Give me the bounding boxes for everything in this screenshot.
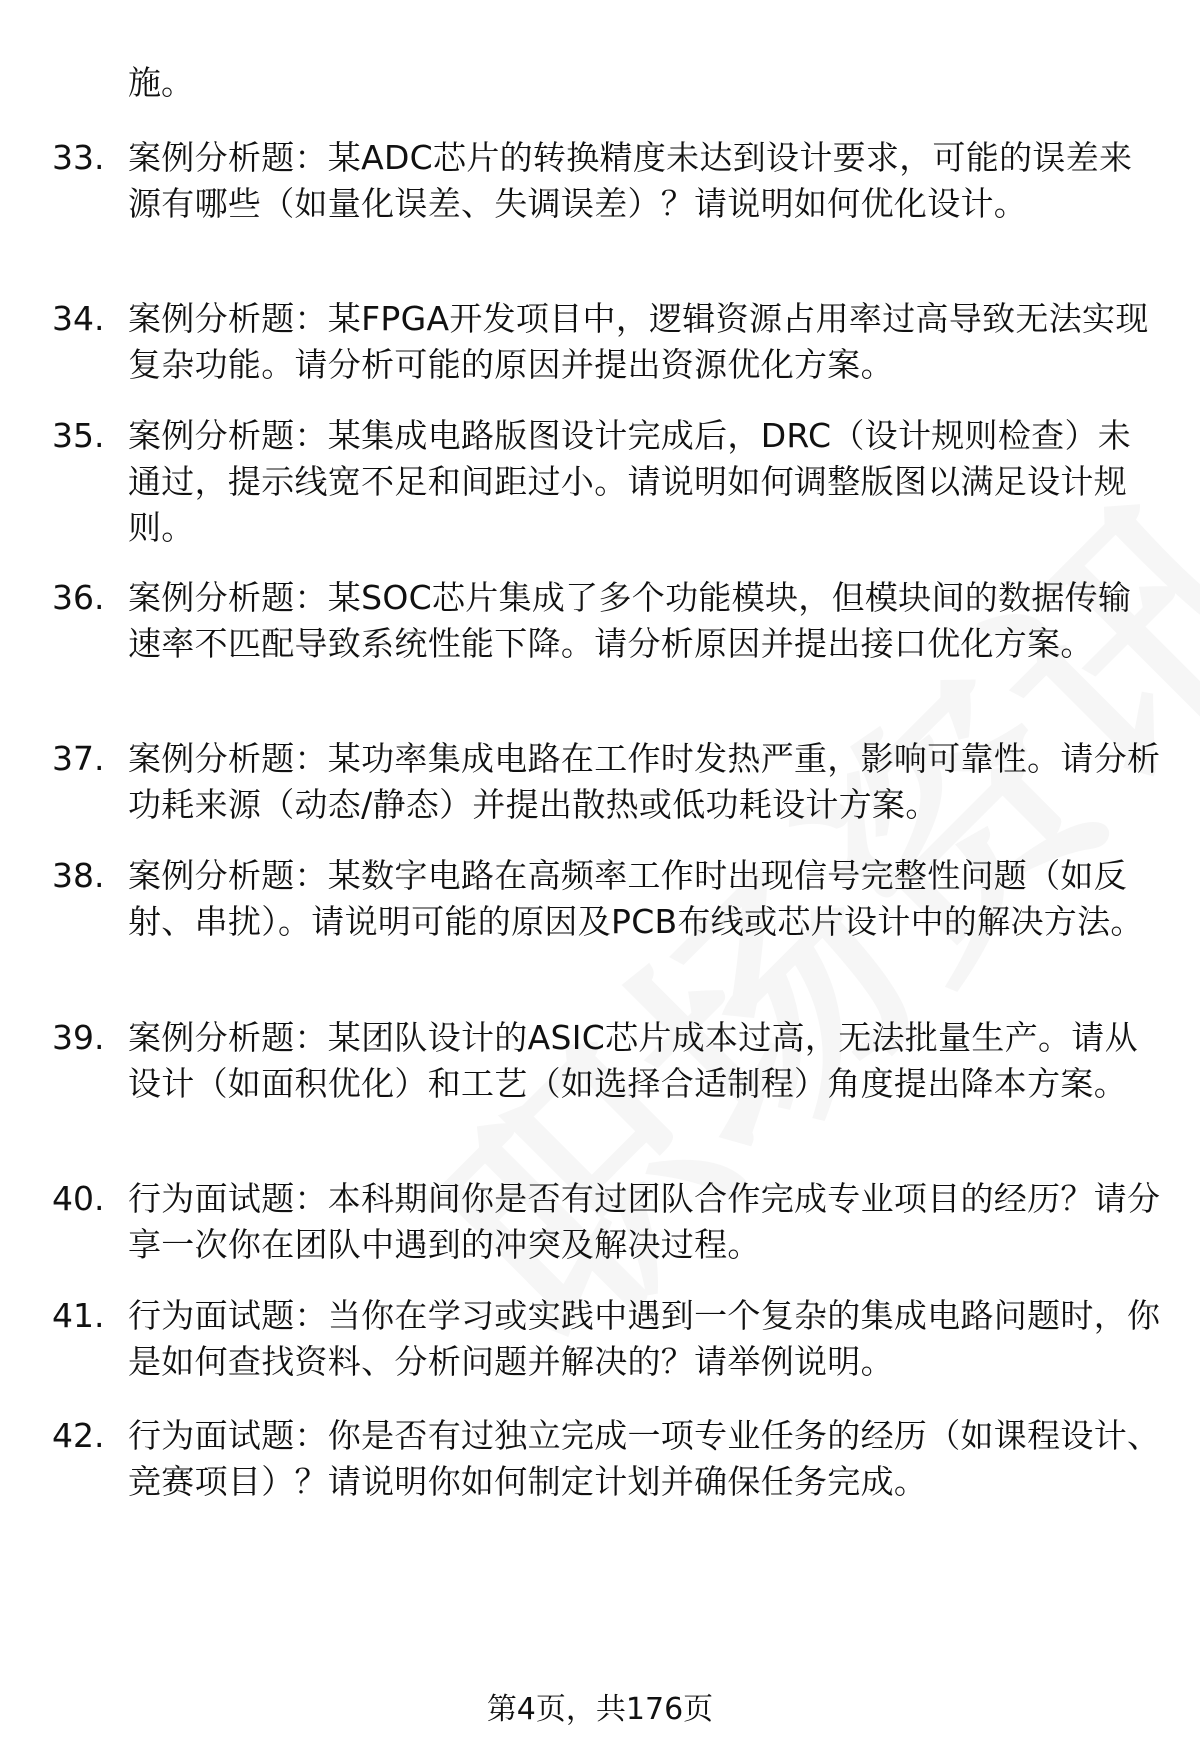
question-number: 33. (52, 138, 105, 177)
question-number: 35. (52, 416, 105, 455)
question-item (52, 736, 1162, 828)
question-number: 34. (52, 299, 105, 338)
question-item (52, 1293, 1162, 1385)
question-text: 案例分析题：某数字电路在高频率工作时出现信号完整性问题（如反射、串扰）。请说明可能的原因及PCB布线或芯片设计中的解决方法。 (128, 856, 1144, 941)
question-text: 案例分析题：某集成电路版图设计完成后，DRC（设计规则检查）未通过，提示线宽不足和间距过小。请说明如何调整版图以满足设计规则。 (128, 416, 1132, 547)
question-item (52, 853, 1162, 945)
question-number: 38. (52, 856, 105, 895)
question-item (52, 1015, 1162, 1107)
question-item (52, 296, 1162, 388)
question-number: 36. (52, 578, 105, 617)
question-text: 案例分析题：某ADC芯片的转换精度未达到设计要求，可能的误差来源有哪些（如量化误差、失调误差）？请说明如何优化设计。 (128, 138, 1133, 223)
question-item (52, 135, 1162, 227)
question-text: 案例分析题：某FPGA开发项目中，逻辑资源占用率过高导致无法实现复杂功能。请分析可能的原因并提出资源优化方案。 (128, 299, 1149, 384)
question-item (52, 413, 1162, 551)
question-number: 41. (52, 1296, 105, 1335)
question-number: 40. (52, 1179, 105, 1218)
page-footer: 第4页，共176页 (486, 1692, 714, 1727)
question-text: 行为面试题：当你在学习或实践中遇到一个复杂的集成电路问题时，你是如何查找资料、分析问题并解决的？请举例说明。 (128, 1296, 1161, 1381)
question-number: 42. (52, 1416, 105, 1455)
continuation-text: 施。 (128, 63, 194, 102)
question-text: 行为面试题：你是否有过独立完成一项专业任务的经历（如课程设计、竞赛项目）？请说明你如何制定计划并确保任务完成。 (128, 1416, 1161, 1501)
question-text: 案例分析题：某功率集成电路在工作时发热严重，影响可靠性。请分析功耗来源（动态/静态）并提出散热或低功耗设计方案。 (128, 739, 1161, 824)
question-item (52, 575, 1162, 667)
question-text: 案例分析题：某SOC芯片集成了多个功能模块，但模块间的数据传输速率不匹配导致系统性能下降。请分析原因并提出接口优化方案。 (128, 578, 1132, 663)
question-text: 案例分析题：某团队设计的ASIC芯片成本过高，无法批量生产。请从设计（如面积优化）和工艺（如选择合适制程）角度提出降本方案。 (128, 1018, 1138, 1103)
question-number: 37. (52, 739, 105, 778)
question-item (52, 1413, 1162, 1505)
question-number: 39. (52, 1018, 105, 1057)
question-text: 行为面试题：本科期间你是否有过团队合作完成专业项目的经历？请分享一次你在团队中遇到的冲突及解决过程。 (128, 1179, 1161, 1264)
question-item (52, 1176, 1162, 1268)
